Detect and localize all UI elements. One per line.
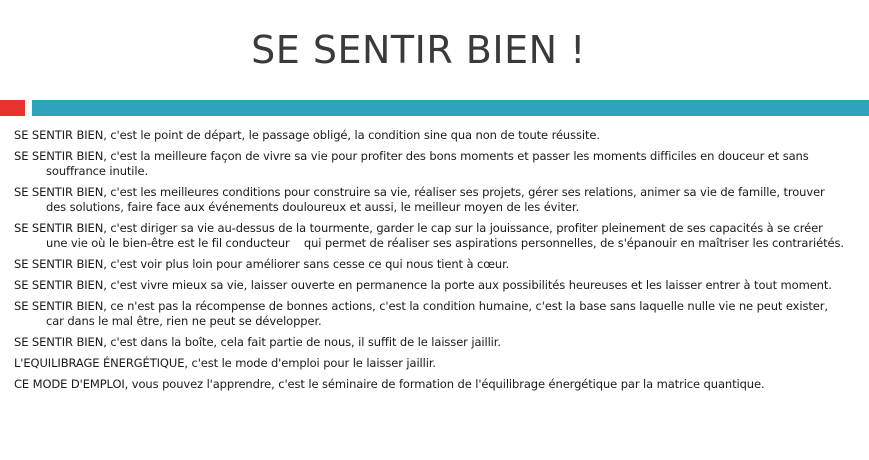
paragraph-10: CE MODE D'EMPLOI, vous pouvez l'apprendre, c'est le séminaire de formation de l'équilibrage énergétique par la matrice quantique.: [14, 377, 765, 391]
paragraph-6: SE SENTIR BIEN, c'est vivre mieux sa vie, laisser ouverte en permanence la porte aux possibilités heureuses et les laisser entrer à tout moment.: [14, 278, 832, 292]
paragraph-9: L'EQUILIBRAGE ÉNERGÉTIQUE, c'est le mode d'emploi pour le laisser jaillir.: [14, 356, 436, 370]
paragraph-3: SE SENTIR BIEN, c'est les meilleures conditions pour construire sa vie, réaliser ses projets, gérer ses relations, animer sa vie de famille, trouver des solutions, faire face aux événements douloureux et aussi, le meilleur moyen de les éviter.: [14, 185, 825, 214]
accent-bar-red: [0, 100, 25, 116]
paragraph-4: SE SENTIR BIEN, c'est diriger sa vie au-dessus de la tourmente, garder le cap sur la jouissance, profiter pleinement de ses capacités à se créer une vie où le bien-être est le fil conducteur qui permet de réaliser ses aspirations personnelles, de s'épanouir en maîtriser les contrariétés.: [14, 221, 844, 250]
accent-bar-teal: [32, 100, 869, 116]
slide-title: SE SENTIR BIEN !: [251, 28, 586, 72]
paragraph-1: SE SENTIR BIEN, c'est le point de départ, le passage obligé, la condition sine qua non de toute réussite.: [14, 128, 600, 142]
paragraph-2: SE SENTIR BIEN, c'est la meilleure façon de vivre sa vie pour profiter des bons moments et passer les moments difficiles en douceur et sans souffrance inutile.: [14, 149, 809, 178]
slide-body: [14, 128, 844, 398]
paragraph-5: SE SENTIR BIEN, c'est voir plus loin pour améliorer sans cesse ce qui nous tient à cœur.: [14, 257, 510, 271]
paragraph-7: SE SENTIR BIEN, ce n'est pas la récompense de bonnes actions, c'est la condition humaine, c'est la base sans laquelle nulle vie ne peut exister, car dans le mal être, rien ne peut se développer.: [14, 299, 828, 328]
paragraph-8: SE SENTIR BIEN, c'est dans la boîte, cela fait partie de nous, il suffit de le laisser jaillir.: [14, 335, 501, 349]
